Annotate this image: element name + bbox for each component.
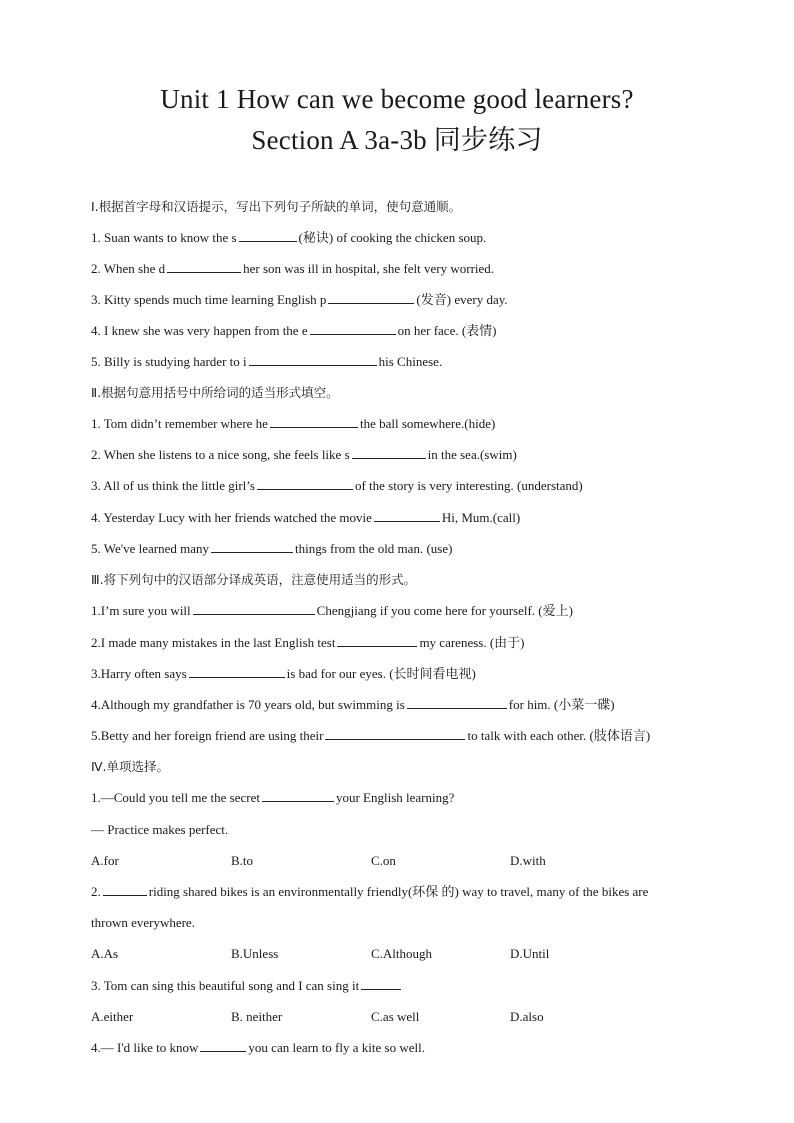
s4-question-2: 2. riding shared bikes is an environmentally friendly(环保 的) way to travel, many of the bikes are — [91, 884, 649, 899]
s4-question-1-options — [91, 851, 711, 871]
answer-blank[interactable] — [352, 445, 426, 459]
option-b[interactable]: B.Unless — [231, 946, 279, 961]
answer-blank[interactable] — [211, 539, 293, 553]
option-d[interactable]: D.with — [510, 853, 546, 868]
s4-question-1-reply: — Practice makes perfect. — [91, 822, 229, 837]
answer-blank[interactable] — [189, 664, 285, 678]
answer-blank[interactable] — [310, 321, 396, 335]
option-c[interactable]: C.on — [371, 853, 396, 868]
section-1-heading: Ⅰ.根据首字母和汉语提示，写出下列句子所缺的单词，使句意通顺。 — [91, 199, 462, 214]
s1-question-1: 1. Suan wants to know the s (秘诀) of cooking the chicken soup. — [91, 230, 487, 245]
s1-question-4: 4. I knew she was very happen from the e on her face. (表情) — [91, 323, 497, 338]
option-c[interactable]: C.Although — [371, 946, 433, 961]
s3-question-2: 2.I made many mistakes in the last English test my careness. (由于) — [91, 635, 525, 650]
s2-question-3: 3. All of us think the little girl’s of the story is very interesting. (understand) — [91, 478, 583, 493]
answer-blank[interactable] — [200, 1038, 246, 1052]
s1-question-5: 5. Billy is studying harder to i his Chinese. — [91, 354, 443, 369]
s2-question-5: 5. We've learned many things from the old man. (use) — [91, 541, 453, 556]
s4-question-2-continued: thrown everywhere. — [91, 915, 195, 930]
answer-blank[interactable] — [103, 882, 147, 896]
section-4-heading: Ⅳ.单项选择。 — [91, 759, 170, 774]
option-a[interactable]: A.for — [91, 853, 119, 868]
answer-blank[interactable] — [361, 976, 401, 990]
s4-question-3: 3. Tom can sing this beautiful song and I can sing it — [91, 976, 711, 996]
option-d[interactable]: D.also — [510, 1009, 544, 1024]
answer-blank[interactable] — [262, 788, 334, 802]
s3-question-3: 3.Harry often says is bad for our eyes. (长时间看电视) — [91, 666, 476, 681]
answer-blank[interactable] — [337, 633, 417, 647]
s4-question-1: 1.—Could you tell me the secret your English learning? — [91, 790, 455, 805]
answer-blank[interactable] — [325, 726, 465, 740]
title-line-1: Unit 1 How can we become good learners? — [160, 84, 634, 114]
s4-question-2-options — [91, 944, 711, 964]
answer-blank[interactable] — [239, 228, 297, 242]
title-line-2: Section A 3a-3b 同步练习 — [251, 125, 543, 155]
answer-blank[interactable] — [407, 695, 507, 709]
section-2-heading: Ⅱ.根据句意用括号中所给词的适当形式填空。 — [91, 385, 339, 400]
option-a[interactable]: A.As — [91, 946, 119, 961]
option-a[interactable]: A.either — [91, 1009, 134, 1024]
s4-question-3-options — [91, 1007, 711, 1027]
section-3-heading: Ⅲ.将下列句中的汉语部分译成英语，注意使用适当的形式。 — [91, 572, 417, 587]
answer-blank[interactable] — [167, 259, 241, 273]
answer-blank[interactable] — [257, 476, 353, 490]
answer-blank[interactable] — [249, 352, 377, 366]
s2-question-4: 4. Yesterday Lucy with her friends watched the movie Hi, Mum.(call) — [91, 510, 521, 525]
option-b[interactable]: B.to — [231, 853, 254, 868]
answer-blank[interactable] — [193, 601, 315, 615]
option-c[interactable]: C.as well — [371, 1009, 420, 1024]
s3-question-5: 5.Betty and her foreign friend are using their to talk with each other. (肢体语言) — [91, 728, 651, 743]
s3-question-1: 1.I’m sure you will Chengjiang if you come here for yourself. (爱上) — [91, 603, 573, 618]
answer-blank[interactable] — [328, 290, 414, 304]
answer-blank[interactable] — [270, 414, 358, 428]
s1-question-2: 2. When she d her son was ill in hospital, she felt very worried. — [91, 261, 495, 276]
s3-question-4: 4.Although my grandfather is 70 years old, but swimming is for him. (小菜一碟) — [91, 697, 615, 712]
option-b[interactable]: B. neither — [231, 1009, 283, 1024]
s2-question-1: 1. Tom didn’t remember where he the ball somewhere.(hide) — [91, 416, 496, 431]
s4-question-4: 4.— I'd like to know you can learn to fly a kite so well. — [91, 1040, 425, 1055]
answer-blank[interactable] — [374, 508, 440, 522]
s2-question-2: 2. When she listens to a nice song, she feels like s in the sea.(swim) — [91, 447, 517, 462]
option-d[interactable]: D.Until — [510, 946, 550, 961]
s1-question-3: 3. Kitty spends much time learning English p (发音) every day. — [91, 292, 508, 307]
